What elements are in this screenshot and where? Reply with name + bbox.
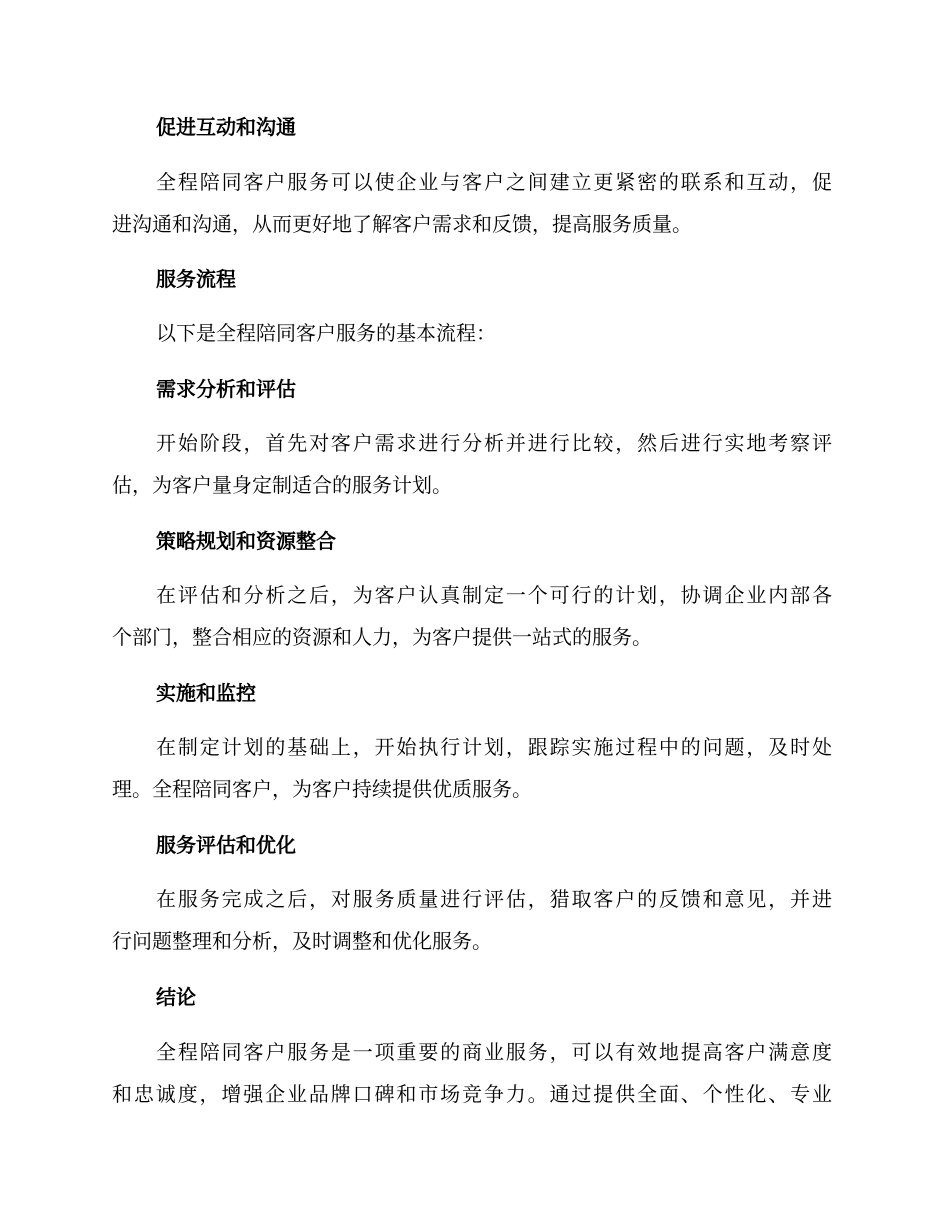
paragraph-line: 和忠诚度，增强企业品牌口碑和市场竞争力。通过提供全面、个性化、专业 — [112, 1082, 832, 1106]
section-heading-interaction: 促进互动和沟通 — [156, 115, 296, 139]
section-heading-conclusion: 结论 — [156, 985, 196, 1009]
section-paragraph-strategy-planning — [112, 574, 832, 658]
paragraph-line: 进沟通和沟通，从而更好地了解客户需求和反馈，提高服务质量。 — [112, 212, 692, 236]
paragraph-line: 以下是全程陪同客户服务的基本流程： — [156, 321, 496, 345]
section-heading-implementation: 实施和监控 — [156, 681, 256, 705]
section-heading-service-process: 服务流程 — [156, 267, 236, 291]
paragraph-line: 个部门，整合相应的资源和人力，为客户提供一站式的服务。 — [112, 625, 652, 649]
paragraph-line: 在评估和分析之后，为客户认真制定一个可行的计划，协调企业内部各 — [156, 583, 832, 607]
paragraph-line: 理。全程陪同客户，为客户持续提供优质服务。 — [112, 777, 532, 801]
paragraph-line: 行问题整理和分析，及时调整和优化服务。 — [112, 929, 492, 953]
paragraph-line: 在制定计划的基础上，开始执行计划，跟踪实施过程中的问题，及时处 — [156, 735, 832, 759]
section-paragraph-conclusion — [112, 1031, 832, 1115]
section-paragraph-service-process — [112, 312, 832, 354]
paragraph-line: 开始阶段，首先对客户需求进行分析并进行比较，然后进行实地考察评 — [156, 431, 832, 455]
section-paragraph-service-evaluation — [112, 878, 832, 962]
section-heading-service-evaluation: 服务评估和优化 — [156, 833, 296, 857]
section-heading-strategy-planning: 策略规划和资源整合 — [156, 529, 336, 553]
section-paragraph-needs-analysis — [112, 422, 832, 506]
paragraph-line: 全程陪同客户服务可以使企业与客户之间建立更紧密的联系和互动，促 — [156, 170, 832, 194]
paragraph-line: 估，为客户量身定制适合的服务计划。 — [112, 473, 452, 497]
section-paragraph-interaction — [112, 161, 832, 245]
paragraph-line: 在服务完成之后，对服务质量进行评估，猎取客户的反馈和意见，并进 — [156, 887, 832, 911]
paragraph-line: 全程陪同客户服务是一项重要的商业服务，可以有效地提高客户满意度 — [156, 1040, 832, 1064]
section-paragraph-implementation — [112, 726, 832, 810]
section-heading-needs-analysis: 需求分析和评估 — [156, 377, 296, 401]
